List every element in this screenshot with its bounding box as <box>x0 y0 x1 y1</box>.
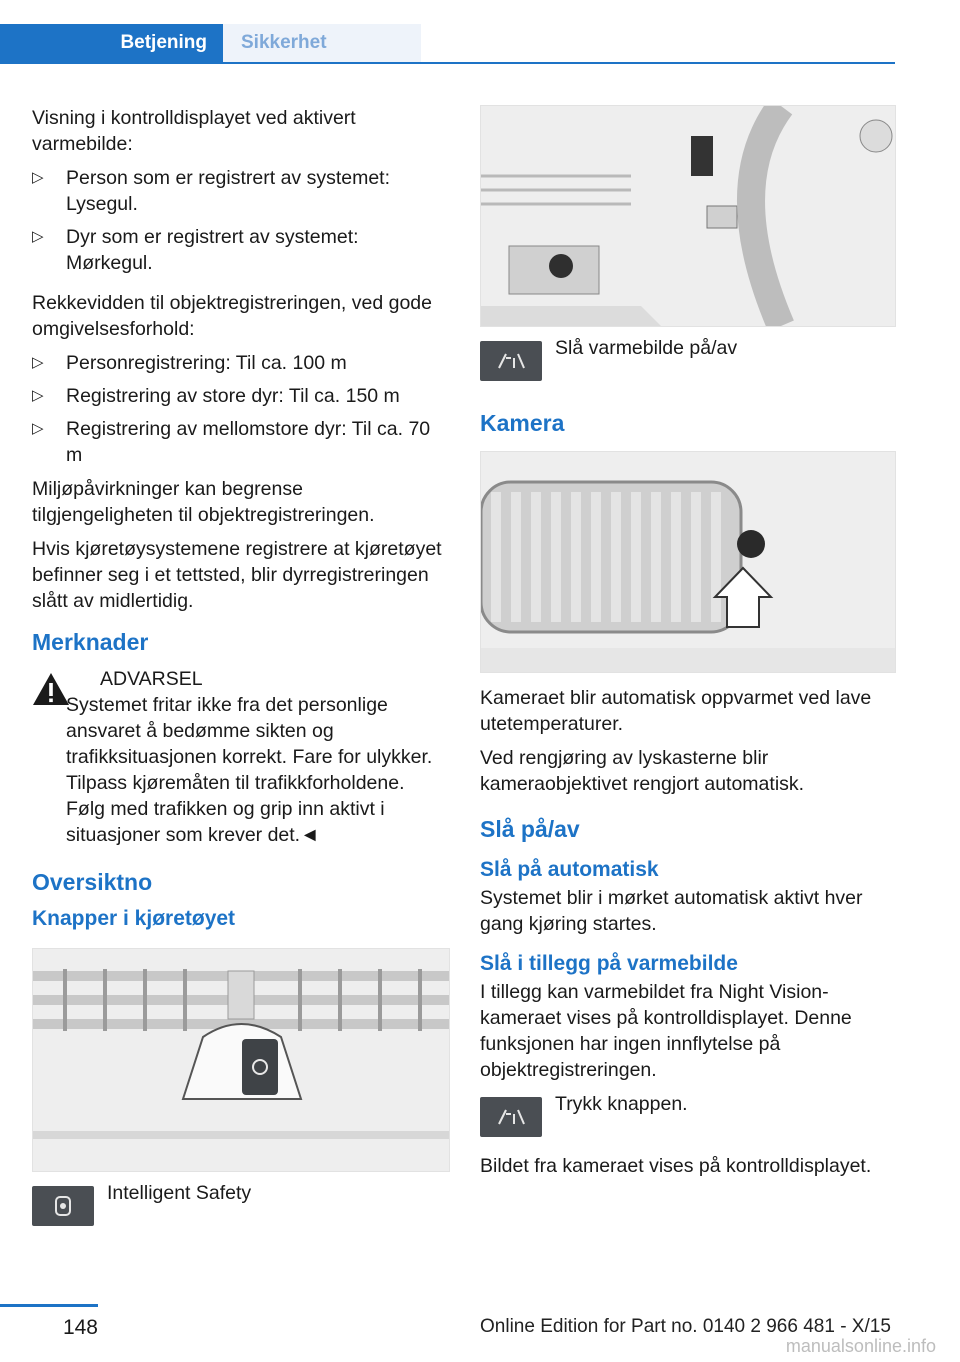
night-vision-icon <box>496 352 526 370</box>
edition-text: Online Edition for Part no. 0140 2 966 481 - X/15 <box>480 1316 891 1337</box>
warning-title: ADVARSEL <box>100 668 203 690</box>
tab-sikkerhet[interactable]: Sikkerhet <box>223 24 421 62</box>
range-intro: Rekkevidden til objektregistreringen, ved gode omgivelsesforhold: <box>32 292 432 340</box>
town-note: Hvis kjøretøysystemene registrere at kjøretøyet befinner seg i et tettsted, blir dyrregistreringen slått av midlertidig. <box>32 538 442 612</box>
thermal-heading: Slå i tillegg på varmebilde <box>480 952 738 975</box>
onoff-heading: Slå på/av <box>480 816 580 842</box>
warning-triangle-icon <box>32 672 70 706</box>
list-item: ▷ Registrering av store dyr: Til ca. 150 m <box>32 383 448 409</box>
camera-grille-illustration <box>481 452 895 672</box>
press-button-row <box>480 1093 896 1141</box>
list-item: ▷ Personregistrering: Til ca. 100 m <box>32 350 448 376</box>
footer-accent-line <box>0 1304 98 1307</box>
intelligent-safety-icon <box>51 1194 75 1218</box>
tab-betjening[interactable]: Betjening <box>0 24 223 62</box>
warning-text: Systemet fritar ikke fra det personlige ansvaret å bedømme sikten og trafikksituasjonen korrekt. Fare for ulykker. Tilpass kjøremåten til trafikkforholdene. Følg med trafikken og grip inn aktivt i situasjoner som krever det.◄ <box>66 694 433 846</box>
env-note: Miljøpåvirkninger kan begrense tilgjengeligheten til objektregistreringen. <box>32 478 375 526</box>
intro-text: Visning i kontrolldisplayet ved aktivert varmebilde: <box>32 107 356 155</box>
buttons-heading: Knapper i kjøretøyet <box>32 907 236 930</box>
camera-figure <box>480 451 896 673</box>
steering-illustration <box>481 106 895 326</box>
notes-heading: Merknader <box>32 629 149 655</box>
steering-figure <box>480 105 896 327</box>
press-button-label: Trykk knappen. <box>555 1093 688 1115</box>
page-header <box>0 24 895 64</box>
list-item: ▷ Registrering av mellomstore dyr: Til ca. 70 m <box>32 416 448 468</box>
range-list <box>32 350 448 468</box>
grille-illustration <box>33 949 449 1171</box>
camera-text-2: Ved rengjøring av lyskasterne blir kameraobjektivet rengjort automatisk. <box>480 747 805 795</box>
overview-heading: Oversiktno <box>32 869 153 895</box>
right-column <box>480 105 896 1187</box>
intelligent-safety-row <box>32 1182 448 1230</box>
intelligent-safety-label: Intelligent Safety <box>107 1182 252 1204</box>
thermal-button-label: Slå varmebilde på/av <box>555 337 738 359</box>
intelligent-safety-button[interactable] <box>32 1186 94 1226</box>
camera-text-1: Kameraet blir automatisk oppvarmet ved lave utetemperaturer. <box>480 687 872 735</box>
page-number: 148 <box>62 1316 98 1339</box>
warning-block <box>32 666 448 848</box>
left-column <box>32 105 448 1242</box>
result-text: Bildet fra kameraet vises på kontrolldisplayet. <box>480 1155 872 1177</box>
list-item: ▷ Person som er registrert av systemet: Lysegul. <box>32 165 448 217</box>
thermal-text: I tillegg kan varmebildet fra Night Vision-kameraet vises på kontrolldisplayet. Denne funksjonen har ingen innflytelse på objektregistreringen. <box>480 981 852 1081</box>
press-thermal-button[interactable] <box>480 1097 542 1137</box>
buttons-figure <box>32 948 450 1172</box>
intro-list <box>32 165 448 276</box>
auto-heading: Slå på automatisk <box>480 858 659 881</box>
list-item: ▷ Dyr som er registrert av systemet: Mørkegul. <box>32 224 448 276</box>
thermal-image-button[interactable] <box>480 341 542 381</box>
night-vision-icon <box>496 1108 526 1126</box>
camera-heading: Kamera <box>480 410 565 436</box>
warning-body <box>32 692 448 848</box>
thermal-button-row <box>480 337 896 385</box>
auto-text: Systemet blir i mørket automatisk aktivt hver gang kjøring startes. <box>480 887 863 935</box>
watermark: manualsonline.info <box>785 1336 936 1356</box>
